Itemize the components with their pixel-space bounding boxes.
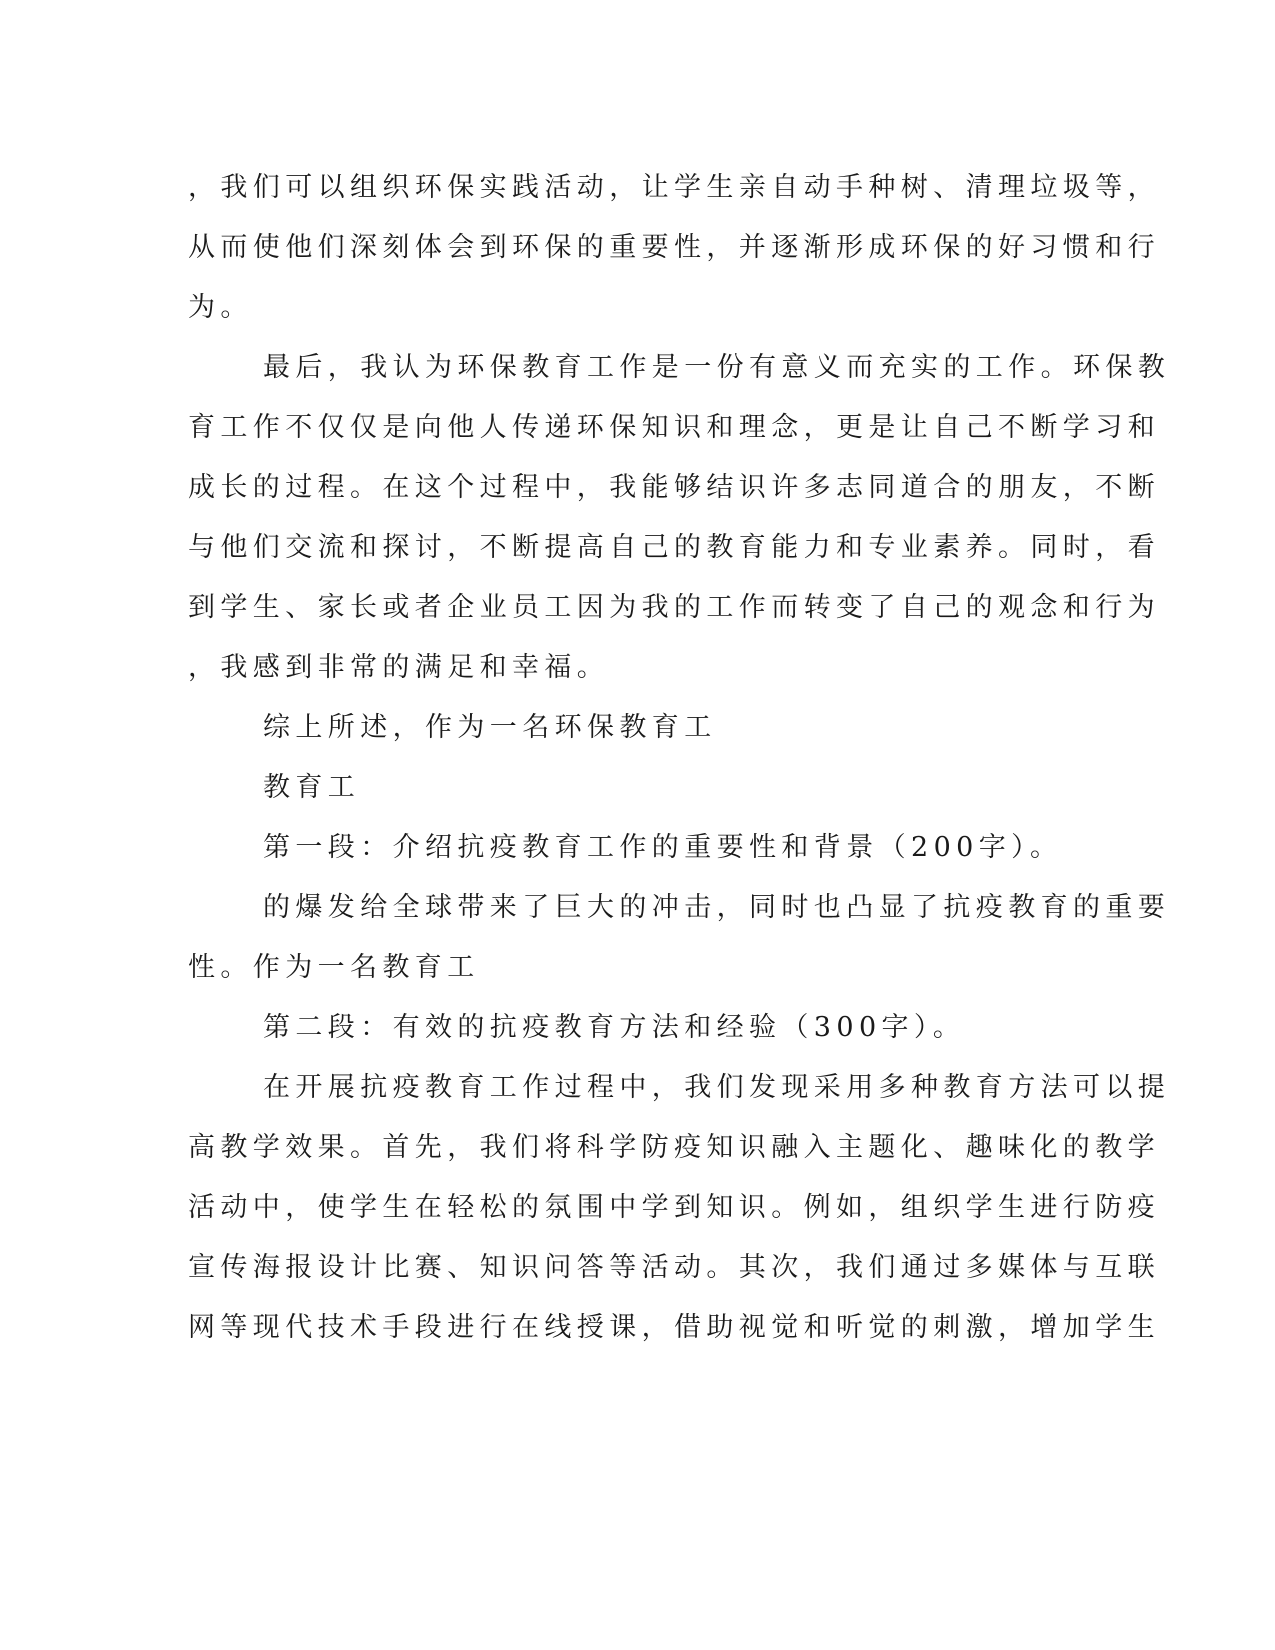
text-line: 为。 (188, 292, 253, 323)
text-line: 性。作为一名教育工 (188, 952, 480, 983)
section-heading: 第一段：介绍抗疫教育工作的重要性和背景（200字）。 (263, 832, 1063, 863)
text-line: 高教学效果。首先，我们将科学防疫知识融入主题化、趣味化的教学 (188, 1132, 1160, 1163)
text-line: 从而使他们深刻体会到环保的重要性，并逐渐形成环保的好习惯和行 (188, 232, 1160, 263)
text-line: 最后，我认为环保教育工作是一份有意义而充实的工作。环保教 (263, 352, 1171, 383)
document-body (188, 158, 1171, 1358)
text-line: 活动中，使学生在轻松的氛围中学到知识。例如，组织学生进行防疫 (188, 1192, 1160, 1223)
section-heading: 第二段：有效的抗疫教育方法和经验（300字）。 (263, 1012, 966, 1043)
text-line: 教育工 (263, 772, 361, 803)
text-line: ，我们可以组织环保实践活动，让学生亲自动手种树、清理垃圾等， (188, 172, 1160, 203)
text-line: ，我感到非常的满足和幸福。 (188, 652, 610, 683)
text-line: 育工作不仅仅是向他人传递环保知识和理念，更是让自己不断学习和 (188, 412, 1160, 443)
text-line: 成长的过程。在这个过程中，我能够结识许多志同道合的朋友，不断 (188, 472, 1160, 503)
text-line: 在开展抗疫教育工作过程中，我们发现采用多种教育方法可以提 (263, 1072, 1171, 1103)
text-line: 与他们交流和探讨，不断提高自己的教育能力和专业素养。同时，看 (188, 532, 1160, 563)
text-line: 网等现代技术手段进行在线授课，借助视觉和听觉的刺激，增加学生 (188, 1312, 1160, 1343)
text-line: 综上所述，作为一名环保教育工 (263, 712, 717, 743)
text-line: 到学生、家长或者企业员工因为我的工作而转变了自己的观念和行为 (188, 592, 1160, 623)
text-line: 的爆发给全球带来了巨大的冲击，同时也凸显了抗疫教育的重要 (263, 892, 1171, 923)
text-line: 宣传海报设计比赛、知识问答等活动。其次，我们通过多媒体与互联 (188, 1252, 1160, 1283)
